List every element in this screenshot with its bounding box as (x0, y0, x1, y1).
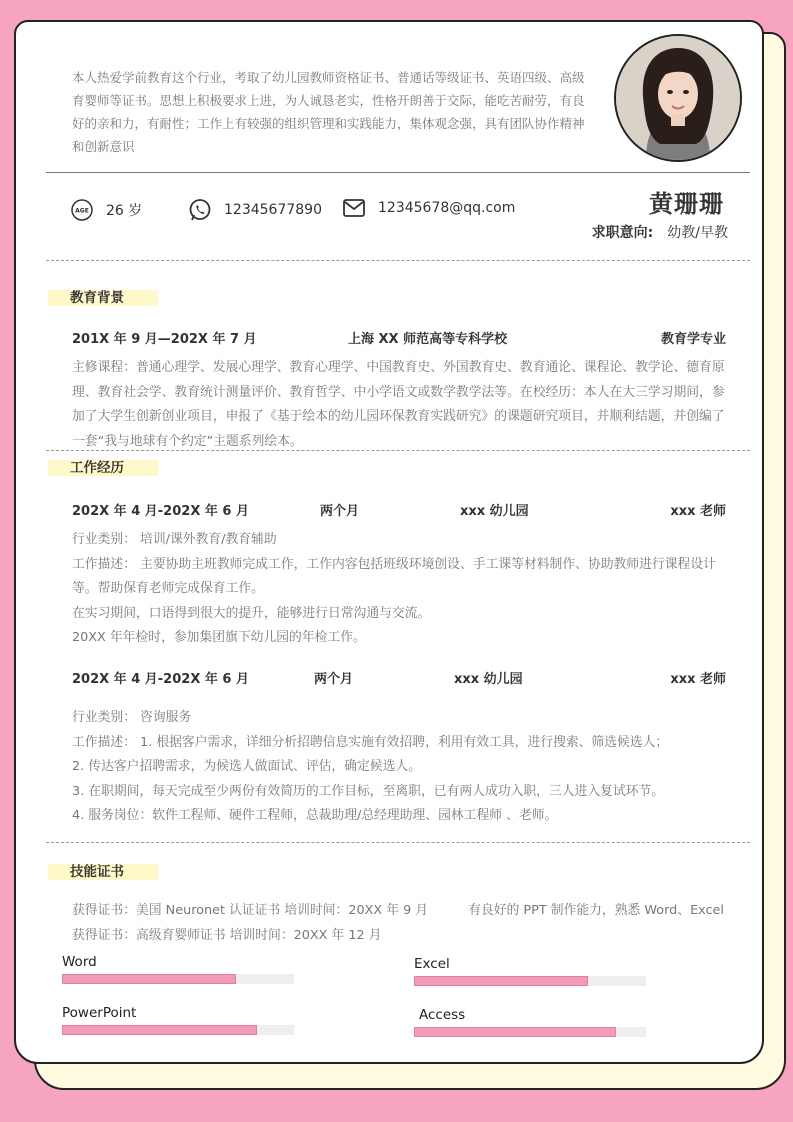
skill-access (414, 1007, 646, 1037)
avatar-portrait-icon (616, 36, 740, 160)
job-detail-line: 2. 传达客户招聘需求，为候选人做面试、评估，确定候选人。 (72, 759, 421, 774)
job-duration: 两个月 (320, 504, 360, 519)
skill-word (62, 954, 294, 984)
job-role: xxx 老师 (670, 672, 726, 687)
skill-label: PowerPoint (62, 1005, 137, 1021)
job-role: xxx 老师 (670, 504, 726, 519)
skill-bar-fill (414, 976, 588, 986)
education-details: 主修课程：普通心理学、发展心理学、教育心理学、中国教育史、外国教育史、教育通论、课程论、教学论、德育原理、教育社会学、教育统计测量评价、教育哲学、中小学语文或数学教学法等。在校经历：本人在大三学习期间，参加了大学生创新创业项目，申报了《基于绘本的幼儿园环保教育实践研究》的课题研究项目，并顺利结题，并创编了一套“我与地球有个约定”主题系列绘本。 (72, 360, 725, 449)
envelope-icon (342, 198, 366, 218)
skill-label: Excel (414, 956, 450, 972)
job-period: 202X 年 4 月-202X 年 6 月 (72, 504, 249, 519)
education-period: 201X 年 9 月—202X 年 7 月 (72, 332, 257, 347)
job-detail-line: 工作描述： 1. 根据客户需求，详细分析招聘信息实施有效招聘，利用有效工具，进行搜索、筛选候选人； (72, 734, 669, 750)
job-detail-line: 行业类别： 咨询服务 (72, 710, 192, 725)
skill-label: Access (419, 1007, 466, 1023)
certificate-2: 获得证书：高级育婴师证书 培训时间：20XX 年 12 月 (72, 927, 382, 943)
job-detail-line: 4. 服务岗位：软件工程师、硬件工程师，总裁助理/总经理助理、园林工程师 、老师。 (72, 808, 558, 823)
job-details (72, 528, 728, 651)
job-duration: 两个月 (314, 672, 354, 687)
skill-bar-track (62, 1025, 294, 1035)
email-info (342, 198, 515, 218)
resume-page (14, 20, 764, 1064)
email-value: 12345678@qq.com (378, 200, 516, 216)
phone-info (188, 198, 322, 222)
section-title-skills: 技能证书 (48, 864, 158, 880)
skill-excel (414, 956, 646, 986)
section-title-work: 工作经历 (48, 460, 158, 476)
age-icon-text: AGE (75, 207, 89, 215)
skill-summary: 有良好的 PPT 制作能力，熟悉 Word、Excel (468, 903, 724, 918)
skill-bar-fill (62, 1025, 257, 1035)
job-details (72, 706, 728, 829)
skill-bar-fill (62, 974, 236, 984)
job-detail-line: 3. 在职期间，每天完成至少两份有效简历的工作目标，至离职，已有两人成功入职，三人进入复试环节。 (72, 783, 665, 799)
job-company: xxx 幼儿园 (460, 504, 529, 519)
certificates (72, 899, 752, 948)
section-title-education: 教育背景 (48, 290, 158, 306)
age-icon (70, 198, 94, 222)
job-detail-line: 工作描述： 主要协助主班教师完成工作，工作内容包括班级环境创设、手工课等材料制作、协助教师进行课程设计等。帮助保育老师完成保育工作。 (72, 556, 716, 596)
whatsapp-phone-icon (188, 198, 212, 222)
job-company: xxx 幼儿园 (454, 672, 523, 687)
section-divider (46, 450, 750, 451)
skill-bar-fill (414, 1027, 616, 1037)
skill-bar-track (62, 974, 294, 984)
skill-label: Word (62, 954, 97, 970)
skill-bar-track (414, 976, 646, 986)
education-school: 上海 XX 师范高等专科学校 (348, 332, 508, 347)
candidate-name: 黄珊珊 (649, 190, 724, 218)
header-divider (46, 172, 750, 173)
education-major: 教育学专业 (660, 332, 726, 347)
skill-bar-track (414, 1027, 646, 1037)
age-value: 26 岁 (106, 203, 143, 219)
job-intent (592, 222, 728, 242)
job-period: 202X 年 4 月-202X 年 6 月 (72, 672, 249, 687)
phone-value: 12345677890 (224, 202, 322, 218)
avatar (614, 34, 742, 162)
self-introduction: 本人热爱学前教育这个行业，考取了幼儿园教师资格证书、普通话等级证书、英语四级、高级育婴师等证书。思想上积极要求上进，为人诚恳老实，性格开朗善于交际，能吃苦耐劳，有良好的亲和力，有耐性；工作上有较强的组织管理和实践能力，集体观念强，具有团队协作精神和创新意识 (72, 70, 585, 154)
section-divider (46, 260, 750, 261)
job-detail-line: 行业类别： 培训/课外教育/教育辅助 (72, 532, 277, 547)
job-detail-line: 20XX 年年检时，参加集团旗下幼儿园的年检工作。 (72, 630, 366, 645)
skill-powerpoint (62, 1005, 294, 1035)
certificate-line (72, 899, 752, 924)
section-divider (46, 842, 750, 843)
job-intent-label: 求职意向: (591, 225, 654, 241)
age-info (70, 198, 142, 222)
job-intent-value: 幼教/早教 (667, 225, 728, 241)
job-detail-line: 在实习期间，口语得到很大的提升，能够进行日常沟通与交流。 (72, 605, 431, 621)
certificate-1: 获得证书：美国 Neuronet 认证证书 培训时间：20XX 年 9 月 (72, 903, 429, 918)
